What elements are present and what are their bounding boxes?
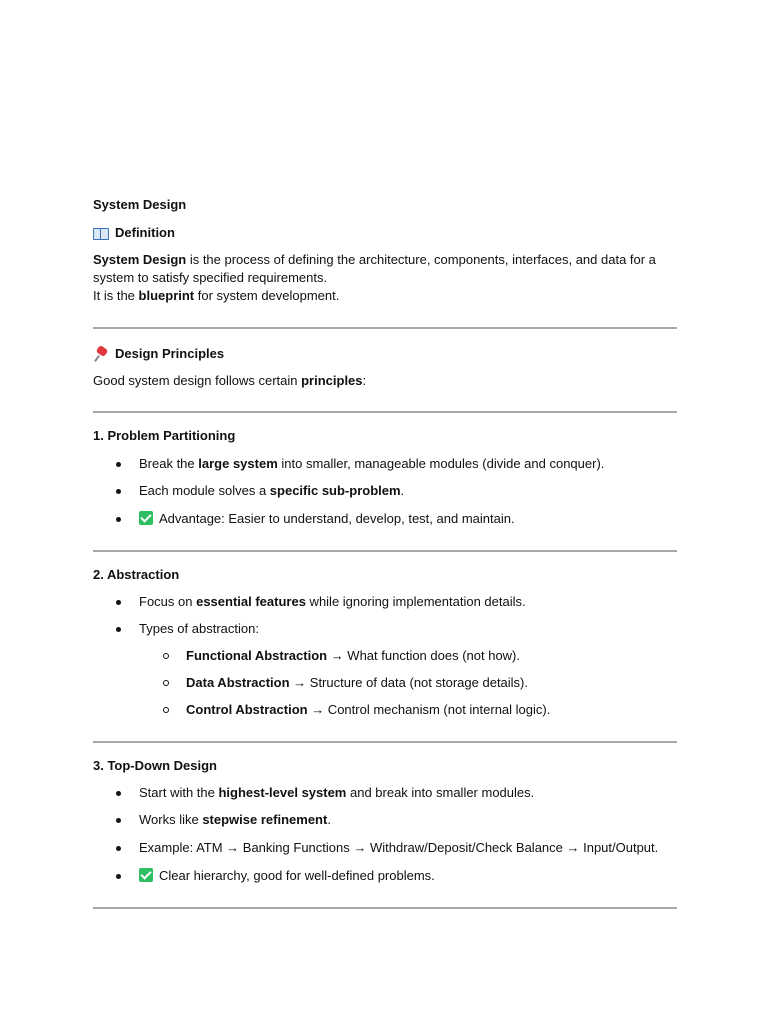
check-mark-icon: [139, 868, 153, 882]
definition-line-3-post: for system development.: [194, 288, 340, 303]
divider: [93, 741, 677, 743]
abstraction-types-list: [93, 647, 677, 719]
partitioning-heading: 1. Problem Partitioning: [93, 428, 236, 443]
list-item-text: .: [400, 483, 405, 498]
divider: [93, 550, 677, 552]
open-book-icon: [93, 227, 109, 239]
list-item-bold: essential features: [196, 594, 306, 609]
partitioning-list: [93, 455, 677, 528]
sub-list-item: [93, 701, 677, 719]
definition-line-3-pre: It is the: [93, 288, 139, 303]
divider: [93, 327, 677, 329]
sub-list-item-text: → What function does (not how).: [327, 648, 521, 663]
list-item-bold: large system: [198, 456, 278, 471]
list-item: [93, 510, 677, 528]
definition-line-1: [93, 251, 677, 269]
list-item-text: Works like: [139, 812, 203, 827]
sub-list-item-text: → Structure of data (not storage details).: [289, 675, 528, 690]
definition-heading-text: Definition: [115, 225, 175, 240]
list-item: [93, 867, 677, 885]
list-item-bold: stepwise refinement: [202, 812, 328, 827]
definition-heading: [93, 224, 677, 242]
list-item-bold: specific sub-problem: [269, 483, 401, 498]
list-item: [93, 593, 677, 611]
list-item-text: .: [327, 812, 331, 827]
list-item-text: Each module solves a: [139, 483, 270, 498]
principles-intro-post: :: [362, 373, 367, 388]
principles-heading-text: Design Principles: [115, 346, 225, 361]
pushpin-icon: [93, 346, 109, 362]
list-item-text: Clear hierarchy, good for well-defined problems.: [159, 868, 435, 883]
blueprint-term: blueprint: [138, 288, 195, 303]
principles-term: principles: [301, 373, 363, 388]
definition-text: is the process of defining the architecture, components, interfaces, and data for a: [186, 252, 656, 267]
definition-line-3: [93, 287, 677, 305]
topdown-heading: 3. Top-Down Design: [93, 758, 217, 773]
divider: [93, 411, 677, 413]
list-item: [93, 620, 677, 638]
definition-line-2: system to satisfy specified requirements.: [93, 270, 328, 285]
check-mark-icon: [139, 511, 153, 525]
document-title: System Design: [93, 197, 187, 212]
abstraction-heading: 2. Abstraction: [93, 567, 180, 582]
list-item: [93, 784, 677, 802]
list-item: [93, 839, 677, 857]
list-item: [93, 455, 677, 473]
sub-list-item: [93, 674, 677, 692]
list-item: [93, 811, 677, 829]
list-item-text: Break the: [139, 456, 199, 471]
sub-list-item-bold: Data Abstraction: [186, 675, 290, 690]
list-item-text: and break into smaller modules.: [346, 785, 535, 800]
topdown-list: [93, 784, 677, 885]
principles-heading: [93, 345, 677, 363]
list-item-text: Types of abstraction:: [139, 621, 259, 636]
list-item: [93, 482, 677, 500]
list-item-text: Start with the: [139, 785, 219, 800]
list-item-text: while ignoring implementation details.: [305, 594, 526, 609]
list-item-text: Example: ATM → Banking Functions → Withdraw/Deposit/Check Balance → Input/Output.: [139, 840, 659, 855]
definition-paragraph: [93, 251, 677, 305]
document-content: [93, 196, 677, 909]
list-item-text: into smaller, manageable modules (divide and conquer).: [277, 456, 605, 471]
list-item-text: Focus on: [139, 594, 197, 609]
sub-list-item: [93, 647, 677, 665]
divider: [93, 907, 677, 909]
principles-intro-pre: Good system design follows certain: [93, 373, 302, 388]
definition-term: System Design: [93, 252, 187, 267]
sub-list-item-bold: Control Abstraction: [186, 702, 308, 717]
abstraction-list: [93, 593, 677, 638]
sub-list-item-bold: Functional Abstraction: [186, 648, 328, 663]
principles-intro: [93, 372, 677, 390]
sub-list-item-text: → Control mechanism (not internal logic).: [307, 702, 551, 717]
list-item-bold: highest-level system: [218, 785, 347, 800]
list-item-text: Advantage: Easier to understand, develop, test, and maintain.: [159, 511, 515, 526]
